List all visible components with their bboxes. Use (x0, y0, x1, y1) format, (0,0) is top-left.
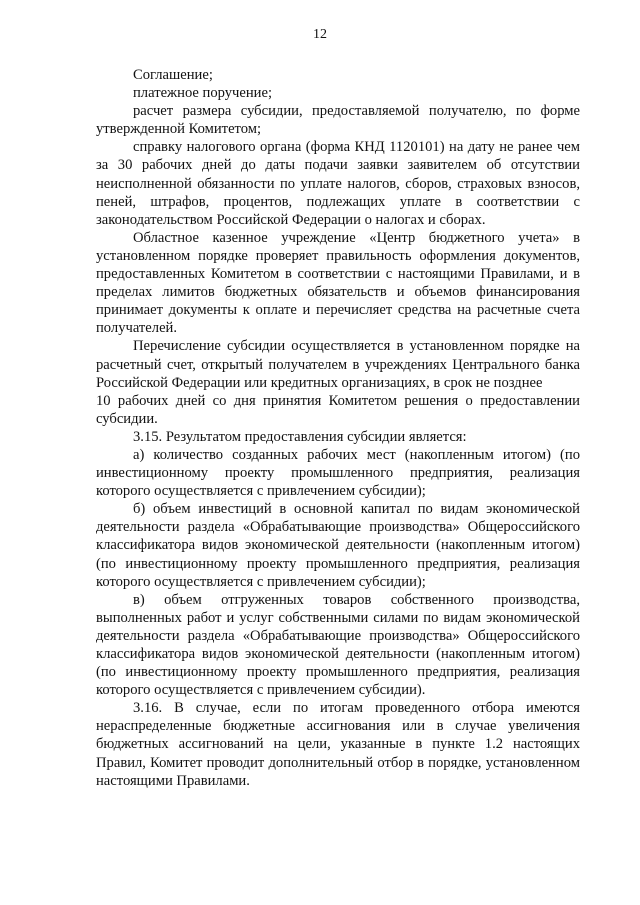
paragraph-accounting-center: Областное казенное учреждение «Центр бюджетного учета» в установленном порядке проверяет правильность оформления документов, предоставленных Комитетом в соответствии с настоящими Правилами, и в пределах лимитов бюджетных обязательств и объемов финансирования принимает документы к оплате и перечисляет средства на расчетные счета получателей. (96, 229, 580, 337)
paragraph-item-a: а) количество созданных рабочих мест (накопленным итогом) (по инвестиционному проекту промышленного предприятия, реализация которого осуществляется с привлечением субсидии); (96, 446, 580, 500)
paragraph-section-3-16: 3.16. В случае, если по итогам проведенного отбора имеются нераспределенные бюджетные ассигнования или в случае увеличения бюджетных ассигнований на цели, указанные в пункте 1.2 настоящих Правил, Комитет проводит дополнительный отбор в порядке, установленном настоящими Правилами. (96, 700, 580, 789)
paragraph-payment-order: платежное поручение; (133, 85, 273, 102)
paragraph-subsidy-calculation: расчет размера субсидии, предоставляемой получателю, по форме утвержденной Комитетом; (96, 103, 580, 138)
paragraph-item-v: в) объем отгруженных товаров собственного производства, выполненных работ и услуг собственными силами по видам экономической деятельности раздела «Обрабатывающие производства» Общероссийского классификатора видов экономической деятельности (накопленным итогом) (по инвестиционному проекту промышленного предприятия, реализация которого осуществляется с привлечением субсидии). (96, 591, 580, 699)
paragraph-tax-certificate: справку налогового органа (форма КНД 1120101) на дату не ранее чем за 30 рабочих дней до даты подачи заявки заявителем об отсутствии неисполненной обязанности по уплате налогов, сборов, страховых взносов, пеней, штрафов, процентов, подлежащих уплате в соответствии с законодательством Российской Федерации о налогах и сборах. (96, 139, 580, 228)
paragraph-item-b: б) объем инвестиций в основной капитал по видам экономической деятельности раздела «Обрабатывающие производства» Общероссийского классификатора видов экономической деятельности (накопленным итогом) (по инвестиционному проекту промышленного предприятия, реализация которого осуществляется с привлечением субсидии); (96, 501, 580, 590)
paragraph-transfer-deadline: 10 рабочих дней со дня принятия Комитетом решения о предоставлении субсидии. (96, 392, 580, 427)
paragraph-section-3-15: 3.15. Результатом предоставления субсидии является: (133, 428, 467, 445)
paragraph-subsidy-transfer: Перечисление субсидии осуществляется в установленном порядке на расчетный счет, открытый получателем в учреждениях Центрального банка Российской Федерации или кредитных организациях, в срок не позднее (96, 338, 580, 391)
document-body (96, 66, 580, 790)
page-number: 12 (313, 27, 327, 42)
paragraph-agreement: Соглашение; (133, 67, 213, 83)
